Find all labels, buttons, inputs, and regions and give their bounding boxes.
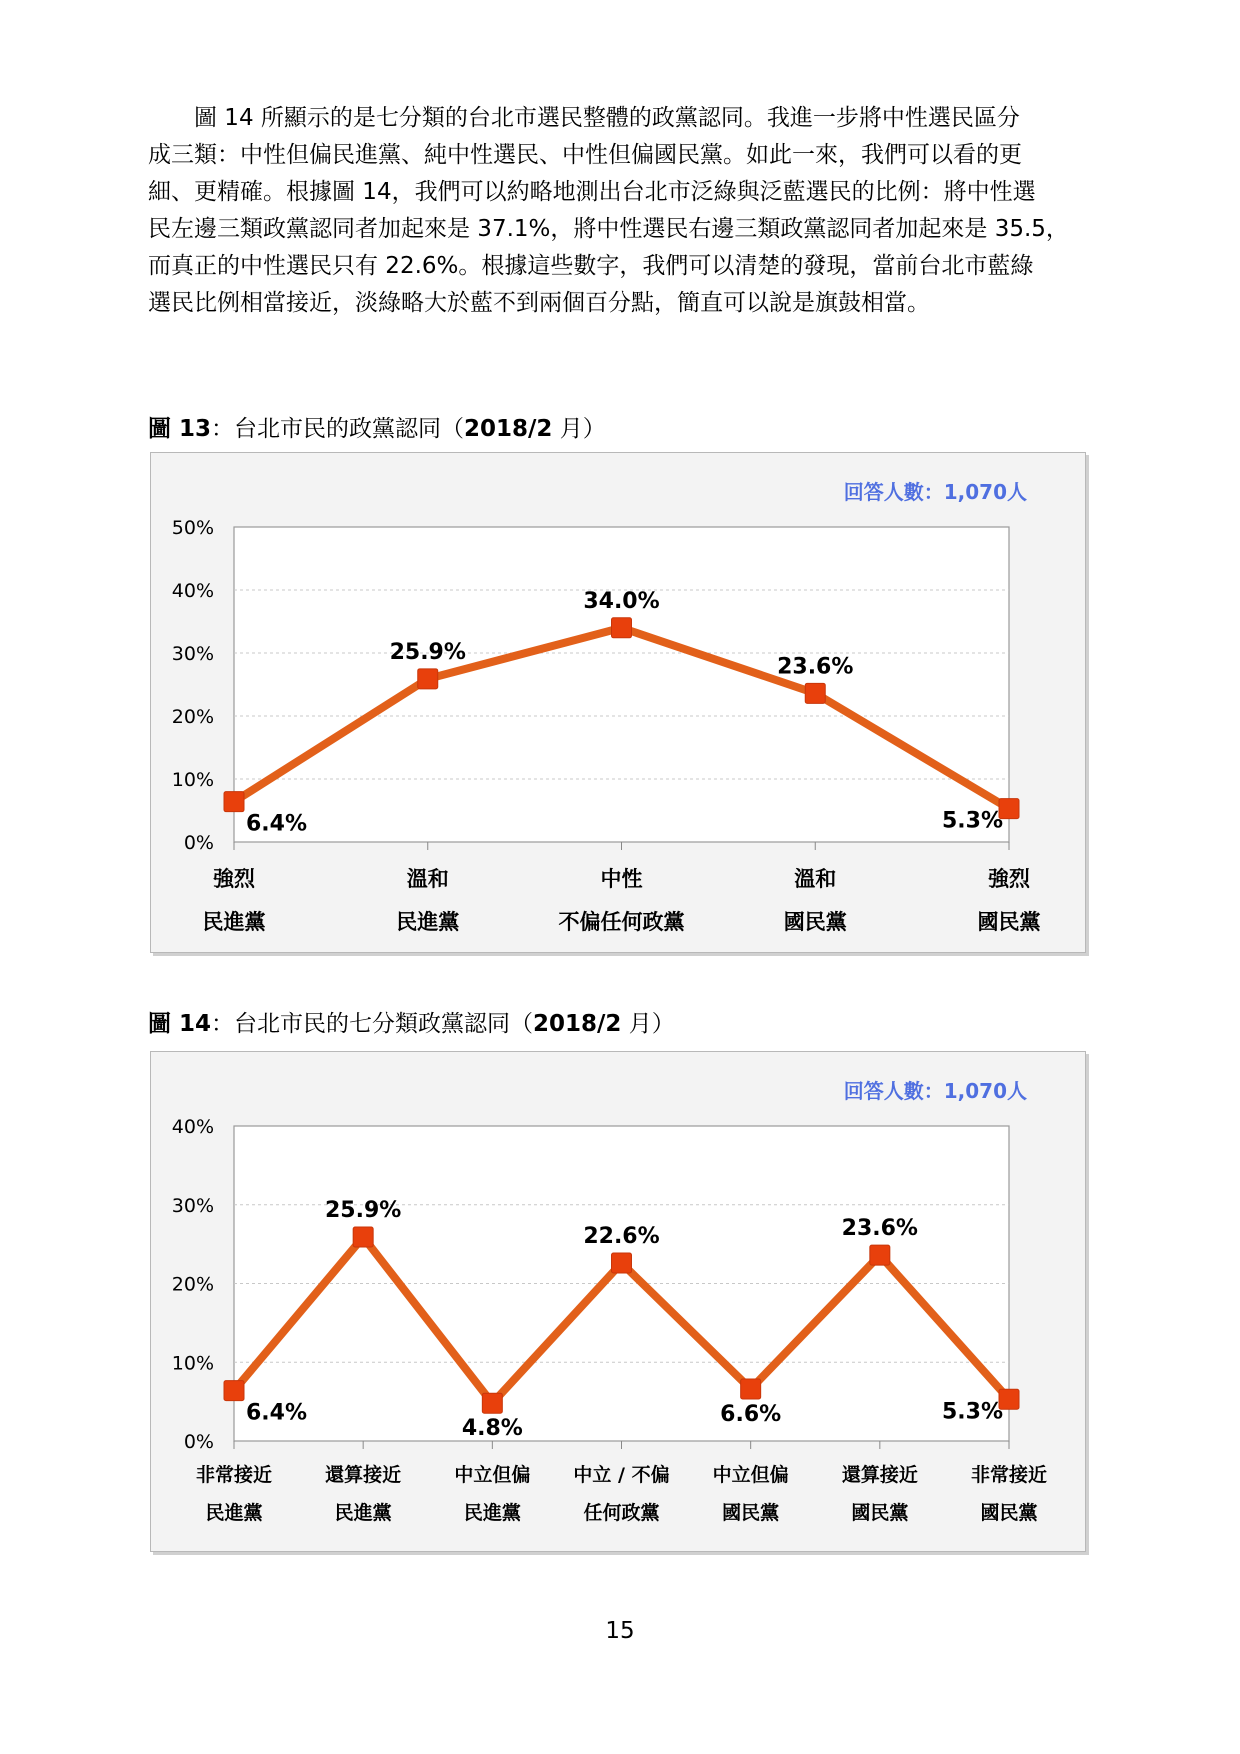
paragraph-line: 圖 14 所顯示的是七分類的台北市選民整體的政黨認同。我進一步將中性選民區分 [194,105,1020,131]
data-point-marker [418,669,438,689]
y-tick-label: 50% [171,517,214,539]
x-tick-label: 任何政黨 [583,1502,660,1524]
figure-13-year: 2018/2 [464,416,553,442]
x-tick-label: 非常接近 [970,1464,1048,1486]
y-tick-label: 30% [171,643,214,665]
x-tick-label: 國民黨 [851,1502,909,1524]
x-tick-label: 溫和 [794,867,837,891]
line-chart-svg [151,1052,1085,1551]
x-tick-label: 強烈 [988,867,1030,891]
data-label: 6.6% [720,1402,782,1428]
figure-13-suffix: 月） [552,416,606,442]
x-tick-label: 中性 [600,867,643,891]
y-tick-label: 0% [183,832,214,854]
data-label: 5.3% [941,808,1003,834]
x-tick-label: 還算接近 [841,1464,918,1486]
data-point-marker [353,1227,373,1247]
figure-14-year: 2018/2 [533,1011,622,1037]
x-tick-label: 民進黨 [463,1502,521,1524]
x-tick-label: 中立但偏 [454,1464,531,1486]
data-label: 6.4% [246,811,308,837]
data-point-marker [870,1245,890,1265]
data-label: 5.3% [941,1399,1003,1425]
figure-13-title [148,410,606,443]
data-point-marker [482,1393,502,1413]
data-point-marker [224,1381,244,1401]
data-label: 23.6% [841,1216,918,1242]
x-tick-label: 民進黨 [202,910,266,934]
line-chart-svg [151,453,1085,952]
y-tick-label: 20% [171,706,214,728]
page-number: 15 [605,1618,635,1644]
data-point-marker [224,792,244,812]
x-tick-label: 民進黨 [205,1502,263,1524]
x-tick-label: 不偏任何政黨 [558,910,685,934]
y-tick-label: 20% [171,1273,214,1296]
paragraph-line: 成三類：中性但偏民進黨、純中性選民、中性但偏國民黨。如此一來，我們可以看的更 [148,142,1022,168]
x-tick-label: 非常接近 [195,1464,273,1486]
figure-13-chart [150,452,1086,953]
data-label: 6.4% [246,1400,308,1426]
data-point-marker [612,1253,632,1273]
x-tick-label: 中立但偏 [712,1464,789,1486]
x-tick-label: 民進黨 [396,910,460,934]
x-tick-label: 中立 / 不偏 [573,1464,670,1486]
body-paragraph [148,100,1108,322]
x-tick-label: 國民黨 [980,1502,1038,1524]
data-label: 25.9% [389,639,466,665]
figure-13-caption: ：台北市民的政黨認同（ [211,416,465,442]
respondents-count: 回答人數：1,070人 [843,1079,1027,1103]
figure-14-suffix: 月） [621,1011,675,1037]
figure-14-chart [150,1051,1086,1552]
paragraph-line: 選民比例相當接近，淡綠略大於藍不到兩個百分點，簡直可以說是旗鼓相當。 [148,290,930,316]
plot-area [234,527,1009,842]
paragraph-line: 民左邊三類政黨認同者加起來是 37.1%，將中性選民右邊三類政黨認同者加起來是 35.5， [148,216,1069,242]
x-tick-label: 國民黨 [722,1502,780,1524]
y-tick-label: 10% [171,769,214,791]
y-tick-label: 10% [171,1352,214,1375]
data-label: 4.8% [461,1416,523,1442]
paragraph-line: 而真正的中性選民只有 22.6%。根據這些數字，我們可以清楚的發現，當前台北市藍綠 [148,253,1034,279]
figure-14-number: 圖 14 [148,1011,212,1037]
x-tick-label: 國民黨 [977,910,1041,934]
data-point-marker [805,683,825,703]
figure-13-number: 圖 13 [148,416,212,442]
data-label: 23.6% [777,654,854,680]
paragraph-line: 細、更精確。根據圖 14，我們可以約略地測出台北市泛綠與泛藍選民的比例：將中性選 [148,179,1036,205]
x-tick-label: 溫和 [406,867,449,891]
figure-14-title [148,1005,675,1038]
x-tick-label: 還算接近 [325,1464,402,1486]
x-tick-label: 國民黨 [783,910,847,934]
x-tick-label: 民進黨 [334,1502,392,1524]
y-tick-label: 40% [171,1116,214,1138]
y-tick-label: 40% [171,580,214,602]
data-point-marker [612,618,632,638]
data-label: 22.6% [583,1224,660,1250]
respondents-count: 回答人數：1,070人 [843,480,1027,504]
data-point-marker [741,1379,761,1399]
figure-14-caption: ：台北市民的七分類政黨認同（ [211,1011,534,1037]
data-label: 34.0% [583,588,660,614]
x-tick-label: 強烈 [213,867,255,891]
y-tick-label: 0% [183,1431,214,1453]
data-label: 25.9% [325,1198,402,1224]
y-tick-label: 30% [171,1194,214,1217]
